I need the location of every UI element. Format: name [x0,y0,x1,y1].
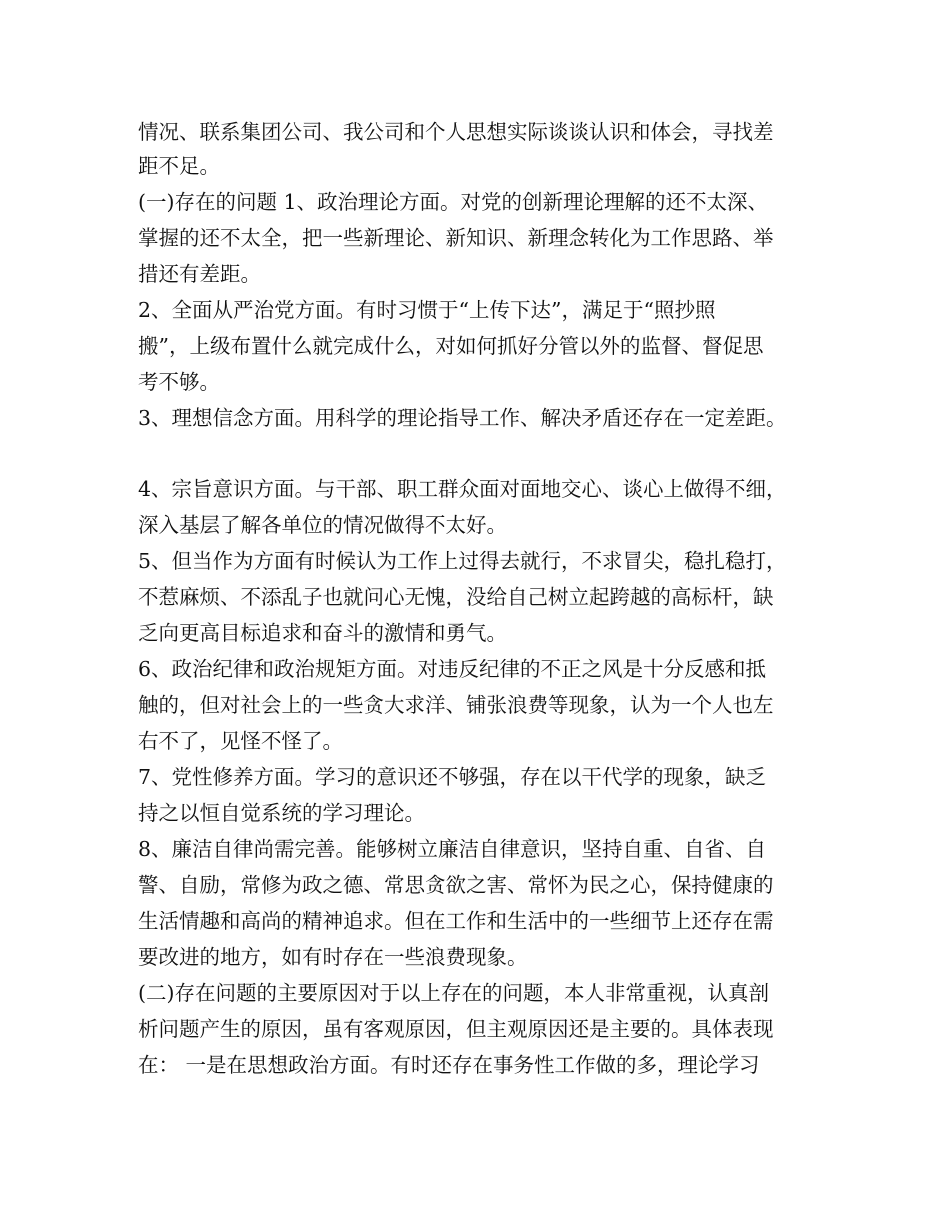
text-line: 2、全面从严治党方面。有时习惯于“上传下达”，满足于“照抄照 [138,298,716,322]
text-line: 不惹麻烦、不添乱子也就问心无愧，没给自己树立起跨越的高标杆，缺 [138,585,774,609]
text-line: (一)存在的问题 1、政治理论方面。对党的创新理论理解的还不太深、 [138,190,769,214]
text-line: 7、党性修养方面。学习的意识还不够强，存在以干代学的现象，缺乏 [138,765,767,789]
text-line: 持之以恒自觉系统的学习理论。 [138,801,425,825]
text-line: 触的，但对社会上的一些贪大求洋、铺张浪费等现象，认为一个人也左 [138,693,774,717]
text-line: 情况、联系集团公司、我公司和个人思想实际谈谈认识和体会，寻找差 [138,120,774,144]
text-line: 乏向更高目标追求和奋斗的激情和勇气。 [138,621,507,645]
text-line: 析问题产生的原因，虽有客观原因，但主观原因还是主要的。具体表现 [138,1017,774,1041]
text-line: 措还有差距。 [138,262,261,286]
text-line: 要改进的地方，如有时存在一些浪费现象。 [138,945,528,969]
text-line: 在： 一是在思想政治方面。有时还存在事务性工作做的多，理论学习 [138,1053,760,1077]
text-line: 6、政治纪律和政治规矩方面。对违反纪律的不正之风是十分反感和抵 [138,657,767,681]
text-line: 考不够。 [138,370,220,394]
text-line: 搬”，上级布置什么就完成什么，对如何抓好分管以外的监督、督促思 [138,334,764,358]
text-line: 深入基层了解各单位的情况做得不太好。 [138,513,507,537]
text-line: 警、自励，常修为政之德、常思贪欲之害、常怀为民之心，保持健康的 [138,873,774,897]
text-line: 4、宗旨意识方面。与干部、职工群众面对面地交心、谈心上做得不细， [138,477,787,501]
text-line: 右不了，见怪不怪了。 [138,729,343,753]
text-line: 3、理想信念方面。用科学的理论指导工作、解决矛盾还存在一定差距。 [138,406,787,430]
text-line: 5、但当作为方面有时候认为工作上过得去就行，不求冒尖，稳扎稳打， [138,549,787,573]
text-line: 掌握的还不太全，把一些新理论、新知识、新理念转化为工作思路、举 [138,226,774,250]
text-line: 生活情趣和高尚的精神追求。但在工作和生活中的一些细节上还存在需 [138,909,774,933]
text-line: 8、廉洁自律尚需完善。能够树立廉洁自律意识，坚持自重、自省、自 [138,837,767,861]
text-line: (二)存在问题的主要原因对于以上存在的问题，本人非常重视，认真剖 [138,981,769,1005]
text-line: 距不足。 [138,154,220,178]
